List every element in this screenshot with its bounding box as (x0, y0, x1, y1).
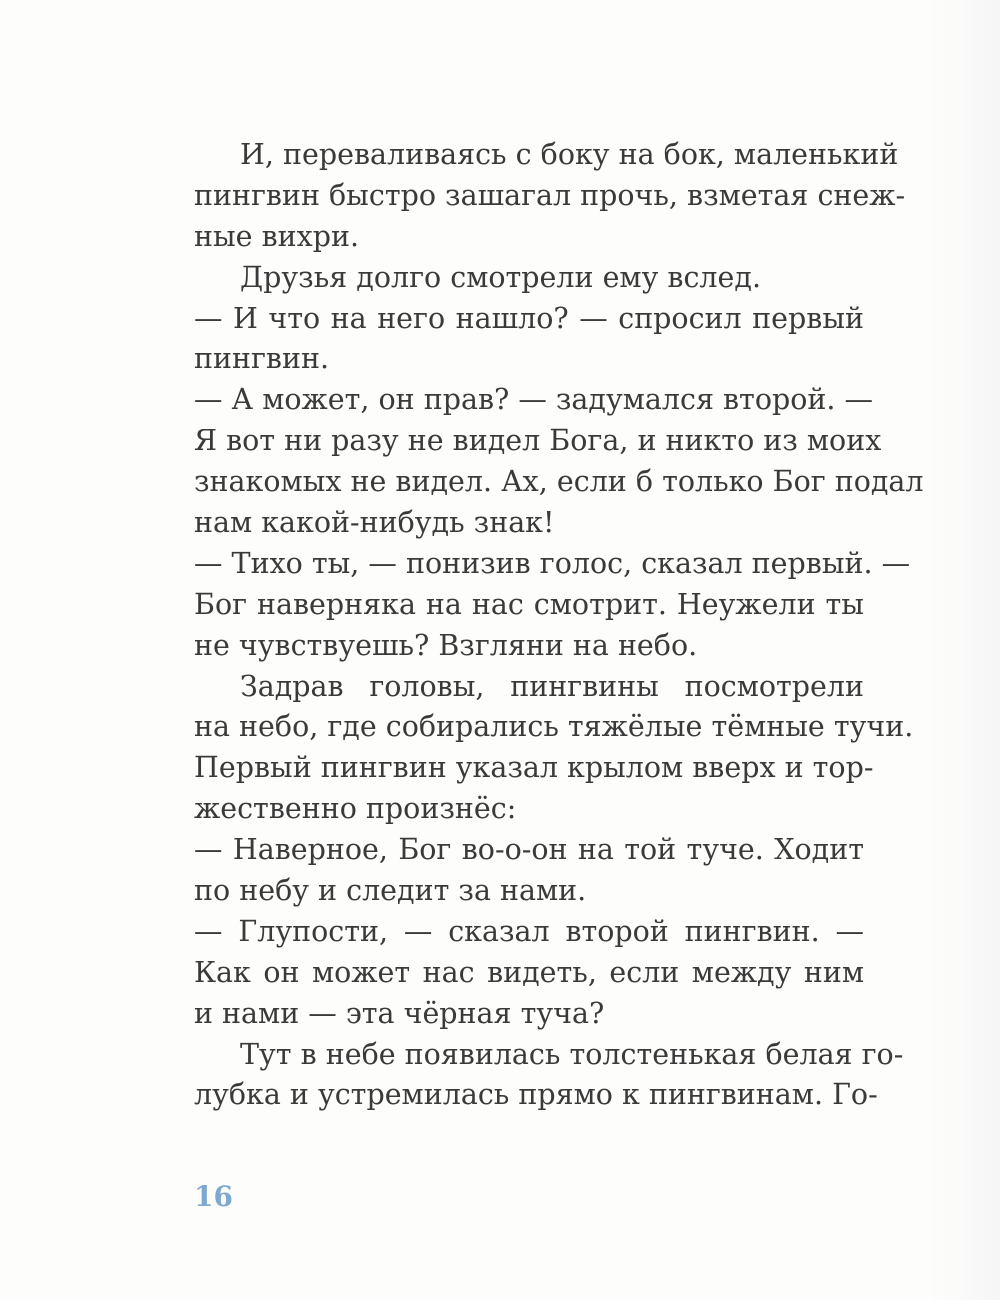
text-line: жественно произнёс: (194, 792, 517, 826)
text-line: — Тихо ты, — понизив голос, сказал первый. — (194, 546, 911, 580)
page-edge-shadow (930, 0, 1000, 1300)
text-line: на небо, где собирались тяжёлые тёмные тучи. (194, 710, 914, 744)
text-line: Задрав головы, пингвины посмотрели (240, 669, 864, 703)
text-line: нам какой-нибудь знак! (194, 506, 555, 540)
text-line: ные вихри. (194, 219, 360, 253)
text-line: не чувствуешь? Взгляни на небо. (194, 628, 698, 662)
page-number: 16 (194, 1180, 233, 1213)
text-line: Бог наверняка на нас смотрит. Неужели ты (194, 587, 864, 621)
text-line: — Наверное, Бог во-о-он на той туче. Ходит (194, 833, 864, 867)
text-line: — А может, он прав? — задумался второй. — (194, 383, 873, 417)
text-line: и нами — эта чёрная туча? (194, 996, 605, 1030)
text-line: Друзья долго смотрели ему вслед. (240, 260, 762, 294)
text-line: по небу и следит за нами. (194, 874, 587, 908)
text-line: И, переваливаясь с боку на бок, маленький (240, 138, 899, 171)
text-line: Как он может нас видеть, если между ним (194, 955, 864, 989)
text-line: — И что на него нашло? — спросил первый (194, 301, 864, 335)
text-line: — Глупости, — сказал второй пингвин. — (194, 914, 864, 948)
text-line: пингвин. (194, 342, 330, 376)
text-line: пингвин быстро зашагал прочь, взметая снеж- (194, 178, 906, 212)
text-line: лубка и устремилась прямо к пингвинам. Го- (194, 1078, 878, 1112)
text-line: Первый пингвин указал крылом вверх и тор- (194, 751, 874, 785)
text-line: знакомых не видел. Ах, если б только Бог подал (194, 465, 924, 499)
body-text (194, 135, 924, 1116)
text-line: Тут в небе появилась толстенькая белая го- (240, 1037, 904, 1071)
text-line: Я вот ни разу не видел Бога, и никто из моих (194, 424, 882, 458)
